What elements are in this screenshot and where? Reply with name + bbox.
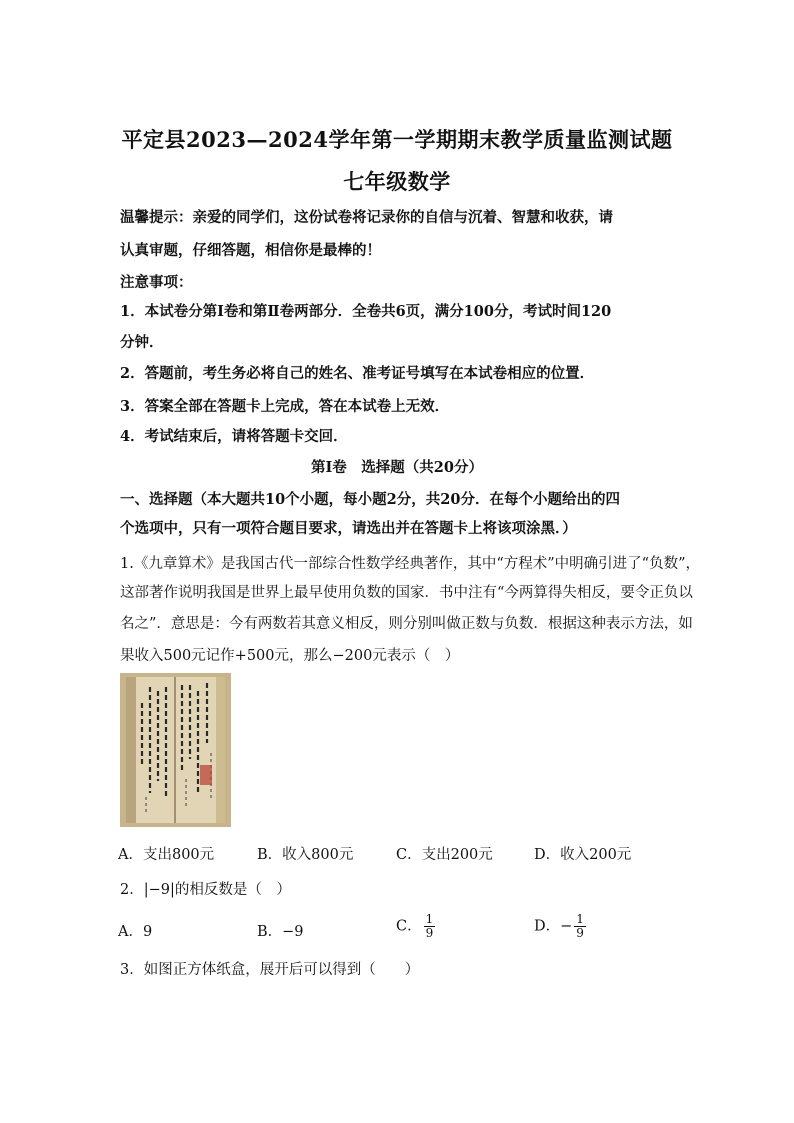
q2-option-c-label: C． <box>396 918 422 935</box>
exam-subtitle: 七年级数学 <box>343 169 451 194</box>
q1-stem-line-1: 1.《九章算术》是我国古代一部综合性数学经典著作，其中“方程术”中明确引进了“负数”， <box>120 556 700 572</box>
ancient-book-photo-icon <box>120 673 231 827</box>
q1-option-c[interactable]: C．支出200元 <box>396 847 493 863</box>
q2-option-b[interactable]: B．−9 <box>257 924 304 940</box>
note-item-3: 3．答案全部在答题卡上完成，答在本试卷上无效． <box>120 398 450 415</box>
note-item-4: 4．考试结束后，请将答题卡交回． <box>120 428 348 445</box>
section-instruction-line-1: 一、选择题（本大题共10个小题，每小题2分，共20分．在每个小题给出的四 <box>120 491 620 508</box>
q1-stem-line-4: 果收入500元记作+500元，那么−200元表示（ ） <box>120 648 460 664</box>
q1-stem-line-2: 这部著作说明我国是世界上最早使用负数的国家．书中注有“今两算得失相反，要令正负以 <box>120 585 693 601</box>
q2-option-a[interactable]: A．9 <box>118 924 153 940</box>
q1-stem-line-3: 名之”．意思是：今有两数若其意义相反，则分别叫做正数与负数．根据这种表示方法，如 <box>120 616 693 632</box>
fraction-denominator: 9 <box>425 926 434 940</box>
note-item-1-line-1: 1．本试卷分第Ⅰ卷和第Ⅱ卷两部分．全卷共6页，满分100分，考试时间120 <box>120 303 612 320</box>
exam-title: 平定县2023—2024学年第一学期期末教学质量监测试题 <box>121 127 673 152</box>
fraction <box>424 913 436 940</box>
notes-heading: 注意事项： <box>120 274 193 291</box>
note-item-2: 2．答题前，考生务必将自己的姓名、准考证号填写在本试卷相应的位置． <box>120 365 595 382</box>
fraction-numerator: 1 <box>425 912 434 926</box>
q2-option-c[interactable] <box>396 913 435 940</box>
tip-line-2: 认真审题，仔细答题，相信你是最棒的！ <box>120 242 381 259</box>
section-heading: 第Ⅰ卷 选择题（共20分） <box>311 459 483 476</box>
fraction-denominator: 9 <box>576 926 584 940</box>
q2-stem: 2．|−9|的相反数是（ ） <box>120 882 291 898</box>
q1-option-d[interactable]: D．收入200元 <box>534 847 632 863</box>
q2-option-d[interactable] <box>534 913 586 940</box>
note-item-1-line-2: 分钟． <box>120 334 164 351</box>
fraction <box>574 913 586 940</box>
fraction-numerator: 1 <box>576 912 584 926</box>
q1-option-a[interactable]: A．支出800元 <box>118 847 215 863</box>
tip-line-1: 温馨提示：亲爱的同学们，这份试卷将记录你的自信与沉着、智慧和收获，请 <box>120 209 613 226</box>
q3-stem: 3．如图正方体纸盒，展开后可以得到（ ） <box>120 962 420 978</box>
q2-option-d-label: D．− <box>534 918 573 935</box>
q1-option-b[interactable]: B．收入800元 <box>257 847 354 863</box>
section-instruction-line-2: 个选项中，只有一项符合题目要求，请选出并在答题卡上将该项涂黑．） <box>120 520 577 537</box>
